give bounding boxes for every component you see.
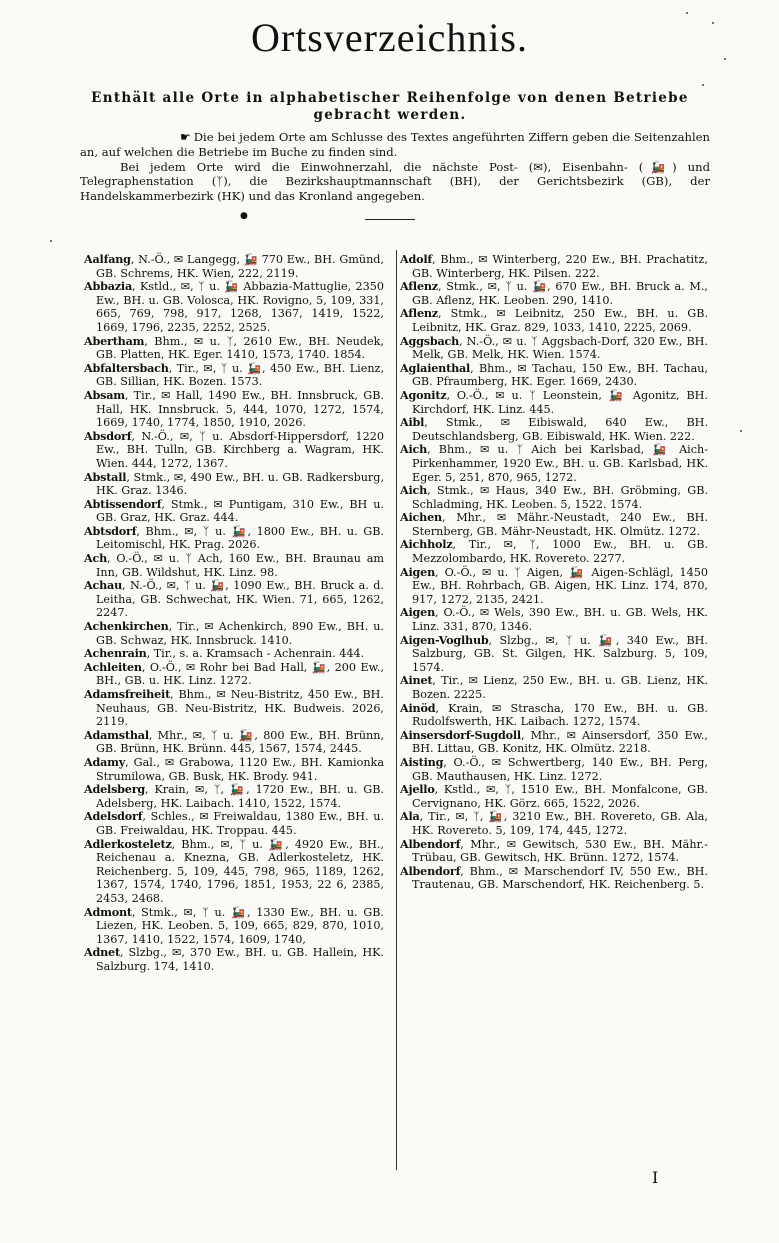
place-entry <box>400 756 708 783</box>
place-entry <box>84 756 384 783</box>
place-name: Aalfang <box>84 252 131 266</box>
place-name: Ach <box>84 551 108 566</box>
column-divider <box>396 250 397 1170</box>
print-speck <box>702 84 704 86</box>
intro <box>80 130 710 204</box>
place-details: , Slzbg., ✉, 370 Ew., BH. u. GB. Hallein, HK. Salzburg. 174, 1410. <box>96 946 384 973</box>
print-speck <box>712 22 714 24</box>
place-entry <box>84 498 384 525</box>
place-name: Aigen-Voglhub <box>400 632 489 647</box>
place-entry <box>400 729 708 756</box>
place-details: , N.-Ö., ✉ Langegg, 🚂 770 Ew., BH. Gmünd, GB. Schrems, HK. Wien, 222, 2119. <box>96 253 384 280</box>
place-name: Aigen <box>400 605 436 620</box>
place-entry <box>84 688 384 729</box>
place-details: , Bhm., ✉ Tachau, 150 Ew., BH. Tachau, GB. Pfraumberg, HK. Eger. 1669, 2430. <box>412 361 708 389</box>
place-name: Aflenz <box>400 279 438 294</box>
place-details: , O.-Ö., ✉ u. ᛉ Leonstein, 🚂 Agonitz, BH. Kirchdorf, HK. Linz. 445. <box>412 388 708 416</box>
place-name: Abtissendorf <box>84 496 162 511</box>
place-entry <box>84 579 384 620</box>
place-entry <box>84 362 384 389</box>
place-entry <box>400 280 708 307</box>
place-details: , Bhm., ✉ u. ᛉ, 2610 Ew., BH. Neudek, GB. Platten, HK. Eger. 1410, 1573, 1740. 1854. <box>96 334 384 362</box>
subtitle: Enthält alle Orte in alphabetischer Reihenfolge von denen Betriebe gebracht werden. <box>91 90 689 123</box>
place-entry <box>400 335 708 362</box>
place-details: , Stmk., ✉, ᛉ u. 🚂, 1330 Ew., BH. u. GB. Liezen, HK. Leoben. 5, 109, 665, 829, 870, 1010, 1367, 1410, 1522, 1574, 1609, 1740, <box>96 905 384 946</box>
place-entry <box>400 484 708 511</box>
print-speck <box>686 12 688 14</box>
pointing-hand-icon: ☛ <box>180 130 191 144</box>
place-details: , N.-Ö., ✉, ᛉ u. 🚂, 1090 Ew., BH. Bruck a. d. Leitha, GB. Schwechat, HK. Wien. 71, 665, 1262, 2247. <box>96 579 384 620</box>
place-entry <box>400 538 708 565</box>
place-details: , Stmk., ✉, ᛉ u. 🚂, 670 Ew., BH. Bruck a. M., GB. Aflenz, HK. Leoben. 290, 1410. <box>412 280 708 307</box>
place-name: Abstall <box>84 469 127 484</box>
place-details: , Gal., ✉ Grabowa, 1120 Ew., BH. Kamionka Strumilowa, GB. Busk, HK. Brody. 941. <box>96 755 384 783</box>
place-name: Aigen <box>400 564 436 579</box>
place-details: , O.-Ö., ✉ u. ᛉ Ach, 160 Ew., BH. Braunau am Inn, GB. Wildshut, HK. Linz. 98. <box>96 552 384 579</box>
place-details: , Stmk., ✉ Haus, 340 Ew., BH. Gröbming, GB. Schladming, HK. Leoben. 5, 1522. 1574. <box>412 484 708 511</box>
place-entry <box>400 566 708 607</box>
place-details: , Kstld., ✉, ᛉ u. 🚂 Abbazia-Mattuglie, 2350 Ew., BH. u. GB. Volosca, HK. Rovigno, 5, 109, 331, 665, 769, 798, 917, 1268, 1367, 1419, 1522, 1669, 1796, 2235, 2252, 2525. <box>96 280 384 334</box>
place-name: Agonitz <box>400 387 447 402</box>
print-speck <box>724 58 726 60</box>
place-entry <box>400 253 708 280</box>
place-name: Ainet <box>400 673 433 688</box>
place-name: Abtsdorf <box>84 523 137 538</box>
place-details: , O.-Ö., ✉ Wels, 390 Ew., BH. u. GB. Wels, HK. Linz. 331, 870, 1346. <box>412 606 708 634</box>
page-number: I <box>652 1168 659 1187</box>
place-details: , N.-Ö., ✉ u. ᛉ Aggsbach-Dorf, 320 Ew., BH. Melk, GB. Melk, HK. Wien. 1574. <box>412 334 708 362</box>
place-name: Ainsersdorf-Sugdoll <box>400 727 521 742</box>
place-details: , Bhm., ✉ u. ᛉ Aich bei Karlsbad, 🚂 Aich-Pirkenhammer, 1920 Ew., BH. u. GB. Karlsbad, HK. Eger. 5, 251, 870, 965, 1272. <box>412 443 708 484</box>
place-entry <box>84 525 384 552</box>
place-name: Adamsfreiheit <box>84 687 171 701</box>
place-entry <box>400 511 708 538</box>
place-entry <box>84 810 384 837</box>
place-details: , Tir., ✉ Hall, 1490 Ew., BH. Innsbruck, GB. Hall, HK. Innsbruck. 5, 444, 1070, 1272, 1574, 1669, 1740, 1774, 1850, 1910, 2026. <box>96 388 384 430</box>
place-name: Admont <box>84 904 132 919</box>
place-details: , Slzbg., ✉, ᛉ u. 🚂, 340 Ew., BH. Salzburg, GB. St. Gilgen, HK. Salzburg. 5, 109, 1574. <box>412 633 708 674</box>
place-entry <box>84 552 384 579</box>
place-name: Aichen <box>400 510 442 525</box>
place-details: , Stmk., ✉ Puntigam, 310 Ew., BH u. GB. Graz, HK. Graz. 444. <box>96 497 384 525</box>
bullet-mark: ● <box>240 211 248 221</box>
place-details: , Krain, ✉ Strascha, 170 Ew., BH. u. GB. Rudolfswerth, HK. Laibach. 1272, 1574. <box>412 701 708 729</box>
print-speck <box>50 240 52 242</box>
place-name: Aibl <box>400 415 425 430</box>
place-name: Adelsberg <box>84 782 146 797</box>
place-name: Adamy <box>84 754 126 769</box>
place-name: Absdorf <box>84 428 132 443</box>
place-entry <box>400 634 708 675</box>
place-name: Adnet <box>84 945 120 960</box>
left-column <box>84 253 384 973</box>
place-details: , N.-Ö., ✉, ᛉ u. Absdorf-Hippersdorf, 1220 Ew., BH. Tulln, GB. Kirchberg a. Wagram, HK. Wien. 444, 1272, 1367. <box>96 429 384 470</box>
place-entry <box>400 389 708 416</box>
place-entry <box>400 443 708 484</box>
place-entry <box>84 946 384 973</box>
place-entry <box>84 906 384 947</box>
place-details: , Kstld., ✉, ᛉ, 1510 Ew., BH. Monfalcone, GB. Cervignano, HK. Görz. 665, 1522, 2026. <box>412 783 708 810</box>
place-details: , Tir., ✉ Lienz, 250 Ew., BH. u. GB. Lienz, HK. Bozen. 2225. <box>412 674 708 701</box>
place-details: , Schles., ✉ Freiwaldau, 1380 Ew., BH. u. GB. Freiwaldau, HK. Troppau. 445. <box>96 810 384 837</box>
place-name: Adamsthal <box>84 727 149 742</box>
intro-paragraph-2: Bei jedem Orte wird die Einwohnerzahl, die nächste Post- (✉), Eisenbahn- (🚂) und Telegraphenstation (ᛉ), die Bezirkshauptmannschaft (BH), der Gerichtsbezirk (GB), der Handelskammerbezirk (HK) und das Kronland angegeben. <box>80 159 710 204</box>
place-entry <box>84 471 384 498</box>
place-name: Abbazia <box>84 279 133 294</box>
place-name: Aich <box>400 442 428 457</box>
place-name: Aisting <box>400 754 444 769</box>
place-details: , Mhr., ✉, ᛉ u. 🚂, 800 Ew., BH. Brünn, GB. Brünn, HK. Brünn. 445, 1567, 1574, 2445. <box>96 728 384 756</box>
place-name: Abfaltersbach <box>84 360 169 375</box>
place-name: Achenkirchen <box>84 619 169 634</box>
place-details: , Tir., s. a. Kramsach - Achenrain. 444. <box>146 647 365 661</box>
place-details: , Mhr., ✉ Gewitsch, 530 Ew., BH. Mähr.-Trübau, GB. Gewitsch, HK. Brünn. 1272, 1574. <box>412 837 708 865</box>
place-name: Abertham <box>84 333 145 348</box>
place-entry <box>84 389 384 430</box>
place-name: Ala <box>400 809 420 824</box>
place-details: , Tir., ✉ Achenkirch, 890 Ew., BH. u. GB. Schwaz, HK. Innsbruck. 1410. <box>96 620 384 647</box>
place-name: Achleiten <box>84 659 142 674</box>
place-entry <box>84 335 384 362</box>
intro-text-1: Die bei jedem Orte am Schlusse des Textes angeführten Ziffern geben die Seitenzahlen an, auf welchen die Betriebe im Buche zu finden sind. <box>80 130 710 159</box>
place-name: Adolf <box>400 252 433 266</box>
place-entry <box>400 674 708 701</box>
place-name: Aflenz <box>400 306 438 321</box>
place-name: Aichholz <box>400 537 453 552</box>
place-name: Albendorf <box>400 836 461 851</box>
place-details: , O.-Ö., ✉ u. ᛉ Aigen, 🚂 Aigen-Schlägl, 1450 Ew., BH. Rohrbach, GB. Aigen, HK. Linz. 174, 870, 917, 1272, 2135, 2421. <box>412 565 708 606</box>
place-entry <box>84 253 384 280</box>
place-details: , Tir., ✉, ᛉ u. 🚂, 450 Ew., BH. Lienz, GB. Sillian, HK. Bozen. 1573. <box>96 361 384 389</box>
place-entry <box>84 838 384 906</box>
place-details: , Bhm., ✉ Neu-Bistritz, 450 Ew., BH. Neuhaus, GB. Neu-Bistritz, HK. Budweis. 2026, 2119. <box>96 688 384 729</box>
place-name: Aich <box>400 483 428 498</box>
place-details: , Bhm., ✉, ᛉ u. 🚂, 1800 Ew., BH. u. GB. Leitomischl, HK. Prag. 2026. <box>96 524 384 552</box>
place-details: , O.-Ö., ✉ Schwertberg, 140 Ew., BH. Perg, GB. Mauthausen, HK. Linz. 1272. <box>412 755 708 783</box>
place-entry <box>84 280 384 334</box>
place-entry <box>84 661 384 688</box>
place-name: Adelsdorf <box>84 809 143 824</box>
place-name: Aggsbach <box>400 333 460 348</box>
intro-paragraph-1 <box>80 130 710 160</box>
place-details: , Bhm., ✉ Marschendorf IV, 550 Ew., BH. Trautenau, GB. Marschendorf, HK. Reichenberg. 5. <box>412 864 708 892</box>
place-name: Adlerkosteletz <box>84 836 172 851</box>
place-details: , O.-Ö., ✉ Rohr bei Bad Hall, 🚂, 200 Ew., BH., GB. u. HK. Linz. 1272. <box>96 660 384 688</box>
place-entry <box>400 362 708 389</box>
place-name: Ainöd <box>400 700 436 715</box>
right-column <box>400 253 708 892</box>
place-name: Achau <box>84 578 123 593</box>
place-entry <box>400 810 708 837</box>
place-entry <box>84 783 384 810</box>
place-details: , Mhr., ✉ Mähr.-Neustadt, 240 Ew., BH. Sternberg, GB. Mähr-Neustadt, HK. Olmütz. 1272. <box>412 511 708 538</box>
place-entry <box>400 838 708 865</box>
print-speck <box>740 430 742 432</box>
place-details: , Mhr., ✉ Ainsersdorf, 350 Ew., BH. Littau, GB. Konitz, HK. Olmütz. 2218. <box>412 728 708 756</box>
place-entry <box>400 702 708 729</box>
place-entry <box>84 430 384 471</box>
place-name: Aglaienthal <box>400 360 471 375</box>
place-details: , Bhm., ✉, ᛉ u. 🚂, 4920 Ew., BH., Reichenau a. Knezna, GB. Adlerkosteletz, HK. Reichenberg. 5, 109, 445, 798, 965, 1189, 1262, 1367, 1574, 1740, 1796, 1851, 1953, 22 6, 2385, 2453, 2468. <box>96 837 384 905</box>
place-name: Absam <box>84 387 125 402</box>
place-name: Achenrain <box>84 646 147 661</box>
place-details: , Tir., ✉, ᛉ, 🚂, 3210 Ew., BH. Rovereto, GB. Ala, HK. Rovereto. 5, 109, 174, 445, 1272. <box>412 810 708 837</box>
place-entry <box>400 606 708 633</box>
place-name: Ajello <box>400 782 435 797</box>
place-entry <box>84 620 384 647</box>
divider-rule <box>365 219 415 220</box>
page-title: Ortsverzeichnis. <box>250 15 528 60</box>
place-details: , Stmk., ✉ Leibnitz, 250 Ew., BH. u. GB. Leibnitz, HK. Graz. 829, 1033, 1410, 2225, 2069. <box>412 307 708 334</box>
place-entry <box>400 783 708 810</box>
place-entry <box>400 416 708 443</box>
place-entry <box>400 307 708 334</box>
place-entry <box>84 647 384 661</box>
place-entry <box>400 865 708 892</box>
place-entry <box>84 729 384 756</box>
place-name: Albendorf <box>400 863 461 878</box>
place-details: , Stmk., ✉ Eibiswald, 640 Ew., BH. Deutschlandsberg, GB. Eibiswald, HK. Wien. 222. <box>412 416 708 443</box>
place-details: , Krain, ✉, ᛉ, 🚂, 1720 Ew., BH. u. GB. Adelsberg, HK. Laibach. 1410, 1522, 1574. <box>96 783 384 810</box>
place-details: , Tir., ✉, ᛉ, 1000 Ew., BH. u. GB. Mezzolombardo, HK. Rovereto. 2277. <box>412 538 708 566</box>
place-details: , Stmk., ✉, 490 Ew., BH. u. GB. Radkersburg, HK. Graz. 1346. <box>96 470 384 498</box>
place-details: , Bhm., ✉ Winterberg, 220 Ew., BH. Prachatitz, GB. Winterberg, HK. Pilsen. 222. <box>412 253 708 280</box>
